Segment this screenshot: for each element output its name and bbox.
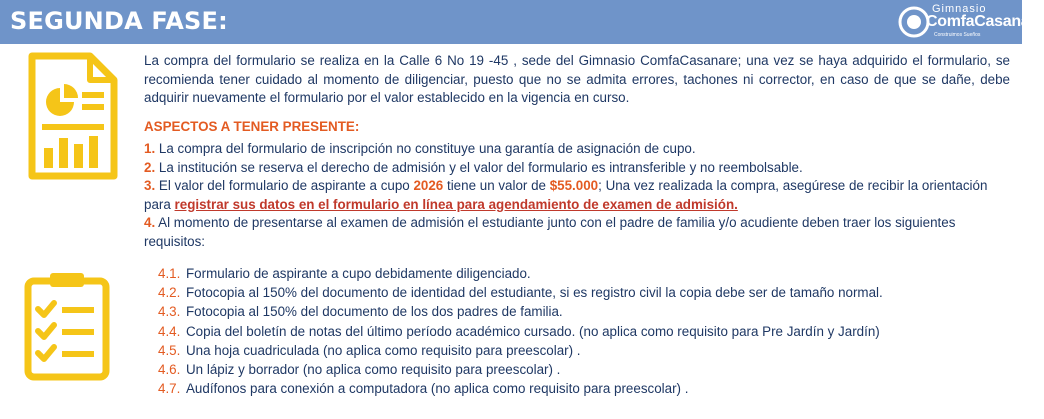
item-text: La institución se reserva el derecho de admisión y el valor del formulario es intransferible y no reembolsable. xyxy=(158,159,803,175)
requisito-text: Formulario de aspirante a cupo debidamente diligenciado. xyxy=(186,266,531,281)
requisito-text: Una hoja cuadriculada (no aplica como requisito para preescolar) . xyxy=(186,342,581,358)
year-highlight: 2026 xyxy=(413,178,444,193)
aspecto-item-3 xyxy=(144,177,1010,214)
item-text-pre: El valor del formulario de aspirante a cupo xyxy=(158,178,414,193)
gimnasio-logo xyxy=(898,2,1044,42)
aspecto-item-2 xyxy=(144,159,1010,178)
aspectos-list xyxy=(144,140,1010,251)
logo-tagline: Construimos Sueños xyxy=(934,32,981,38)
aspecto-item-4 xyxy=(144,214,1010,251)
item-text: Al momento de presentarse al examen de admisión el estudiante junto con el padre de familia y/o acudiente deben traer los siguientes requisitos: xyxy=(144,215,956,249)
aspectos-heading: ASPECTOS A TENER PRESENTE: xyxy=(144,118,360,134)
requisito-number: 4.3. xyxy=(158,304,181,320)
requisitos-list xyxy=(158,264,1008,398)
main-content xyxy=(144,52,1010,251)
requisito-item-7 xyxy=(158,379,1008,398)
requisito-text: Audífonos para conexión a computadora (no aplica como requisito para preescolar) . xyxy=(186,381,689,397)
item-number: 3. xyxy=(144,178,156,193)
requisito-number: 4.4. xyxy=(158,323,181,339)
item-text: La compra del formulario de inscripción no constituye una garantía de asignación de cupo. xyxy=(158,141,696,156)
logo-text-comfacasanare: ComfaCasanare xyxy=(926,13,1044,30)
register-online-link[interactable]: registrar sus datos en el formulario en línea para agendamiento de examen de admisión. xyxy=(174,196,738,212)
requisito-item-3 xyxy=(158,302,1008,321)
requisito-text: Copia del boletín de notas del último período académico cursado. (no aplica como requisito para Pre Jardín y Jardín) xyxy=(186,323,880,339)
report-document-icon xyxy=(24,52,120,182)
requisito-number: 4.1. xyxy=(158,266,181,281)
intro-paragraph: La compra del formulario se realiza en la Calle 6 No 19 -45 , sede del Gimnasio ComfaCasanare; una vez se haya adquirido el formulario, se recomienda tener cuidado al momento de diligenciar, puesto que no se admita errores, tachones ni corrector, en caso de que se dañe, debe adquirir nuevamente el formulario por el valor establecido en la vigencia en curso. xyxy=(144,53,1010,105)
requisito-item-2 xyxy=(158,283,1008,302)
item-number: 4. xyxy=(144,215,156,230)
requisito-text: Fotocopia al 150% del documento de los dos padres de familia. xyxy=(186,304,563,320)
item-number: 1. xyxy=(144,141,156,156)
item-text-mid: tiene un valor de xyxy=(443,178,550,193)
aspecto-item-1 xyxy=(144,140,1010,159)
requisito-number: 4.2. xyxy=(158,285,181,301)
requisito-item-1 xyxy=(158,264,1008,283)
clipboard-checklist-icon xyxy=(24,271,110,381)
requisito-number: 4.7. xyxy=(158,381,181,397)
section-title: SEGUNDA FASE: xyxy=(10,7,228,35)
requisito-number: 4.6. xyxy=(158,362,181,378)
requisito-item-4 xyxy=(158,322,1008,341)
logo-text-gimnasio: Gimnasio xyxy=(932,3,987,15)
requisito-text: Un lápiz y borrador (no aplica como requisito para preescolar) . xyxy=(186,362,561,378)
header-bar xyxy=(0,0,1044,44)
requisito-item-6 xyxy=(158,360,1008,379)
requisito-item-5 xyxy=(158,341,1008,360)
item-number: 2. xyxy=(144,159,156,175)
item-text-post: ; Una vez realizada la compra, asegúrese de recibir la orientación para xyxy=(144,178,988,212)
requisito-number: 4.5. xyxy=(158,342,181,358)
price-highlight: $55.000 xyxy=(549,178,599,193)
requisito-text: Fotocopia al 150% del documento de identidad del estudiante, si es registro civil la copia debe ser de tamaño normal. xyxy=(186,285,883,301)
